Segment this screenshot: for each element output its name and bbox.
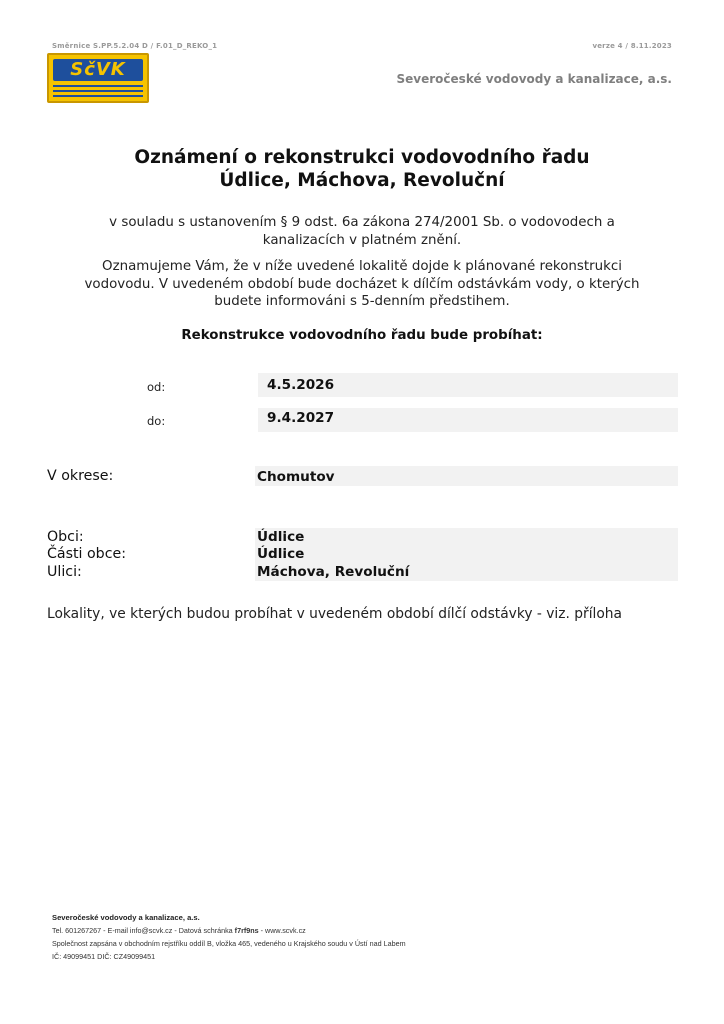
footer-contact-prefix: Tel. 601267267 - E-mail info@scvk.cz - Datová schránka: [52, 926, 235, 935]
footer-databox: f7rf9ns: [234, 926, 259, 935]
municipality-label: Obci:: [47, 529, 84, 545]
logo-wordmark: SčVK: [53, 59, 143, 81]
legal-basis-paragraph: [60, 214, 664, 249]
footer-registry: Společnost zapsána v obchodním rejstříku oddíl B, vložka 465, vedeného u Krajského soudu v Ústí nad Labem: [52, 939, 406, 948]
street-label: Ulici:: [47, 564, 82, 580]
attachment-note: Lokality, ve kterých budou probíhat v uvedeném období dílčí odstávky - viz. příloha: [47, 606, 622, 622]
municipality-value: Údlice: [257, 529, 305, 545]
notice-line: budete informováni s 5-denním předstihem.: [214, 294, 510, 309]
document-title: [0, 146, 724, 192]
notice-line: Oznamujeme Vám, že v níže uvedené lokalitě dojde k plánované rekonstrukci: [102, 259, 622, 274]
municipality-part-label: Části obce:: [47, 546, 127, 562]
title-line-2: Údlice, Máchova, Revoluční: [219, 170, 505, 191]
legal-basis-line: kanalizacích v platném znění.: [262, 232, 462, 248]
document-version: verze 4 / 8.11.2023: [592, 42, 672, 50]
notice-line: vodovodu. V uvedeném období bude docházet k dílčím odstávkám vody, o kterých: [84, 276, 640, 292]
schedule-heading: Rekonstrukce vodovodního řadu bude probíhat:: [181, 328, 543, 343]
district-label: V okrese:: [47, 468, 114, 484]
street-value: Máchova, Revoluční: [257, 564, 410, 580]
footer-contact-suffix: - www.scvk.cz: [258, 926, 306, 935]
district-value: Chomutov: [257, 469, 335, 485]
notice-paragraph: [60, 258, 664, 311]
logo-stripe: [53, 95, 143, 97]
company-name-header: Severočeské vodovody a kanalizace, a.s.: [396, 72, 672, 86]
footer-ids: IČ: 49099451 DIČ: CZ49099451: [52, 952, 156, 961]
from-date-value: 4.5.2026: [267, 377, 335, 393]
document-code: Směrnice S.PP.5.2.04 D / F.01_D_REKO_1: [52, 42, 218, 50]
logo-stripe: [53, 90, 143, 92]
footer-company: Severočeské vodovody a kanalizace, a.s.: [52, 913, 200, 922]
to-date-value: 9.4.2027: [267, 410, 335, 426]
company-logo: [47, 53, 149, 103]
municipality-part-value: Údlice: [257, 546, 305, 562]
logo-stripe: [53, 85, 143, 87]
footer-contact: [52, 926, 306, 935]
from-label: od:: [147, 380, 166, 394]
to-label: do:: [147, 414, 166, 428]
legal-basis-line: v souladu s ustanovením § 9 odst. 6a zákona 274/2001 Sb. o vodovodech a: [109, 215, 615, 230]
title-line-1: Oznámení o rekonstrukci vodovodního řadu: [134, 147, 590, 168]
